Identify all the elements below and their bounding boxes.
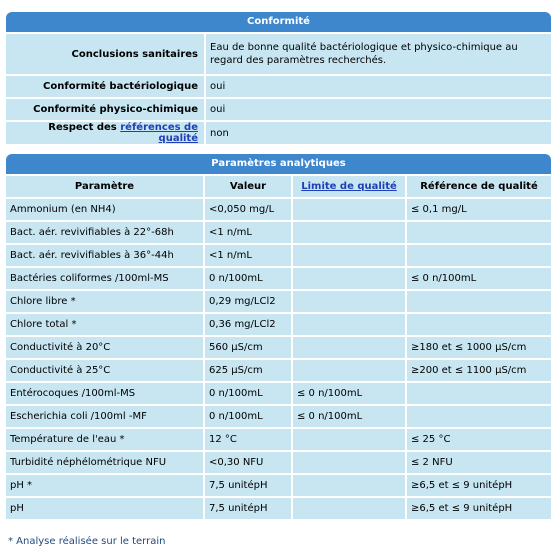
cell-valeur: 0 n/100mL xyxy=(203,383,291,404)
cell-limite xyxy=(291,291,405,312)
parametres-body xyxy=(6,199,551,519)
cell-reference xyxy=(405,406,551,427)
table-row xyxy=(6,383,551,404)
row-label: Conclusions sanitaires xyxy=(6,34,204,74)
references-qualite-link[interactable]: références de qualité xyxy=(120,122,198,144)
cell-reference: ≤ 0 n/100mL xyxy=(405,268,551,289)
cell-valeur: 625 µS/cm xyxy=(203,360,291,381)
cell-valeur: 0,36 mg/LCl2 xyxy=(203,314,291,335)
table-row xyxy=(6,99,551,120)
cell-reference: ≤ 25 °C xyxy=(405,429,551,450)
cell-parametre: Escherichia coli /100ml -MF xyxy=(6,406,203,427)
table-row xyxy=(6,360,551,381)
table-row xyxy=(6,122,551,144)
cell-parametre: Bactéries coliformes /100ml-MS xyxy=(6,268,203,289)
cell-limite xyxy=(291,314,405,335)
row-value: Eau de bonne qualité bactériologique et physico-chimique au regard des paramètres recherchés. xyxy=(204,34,551,74)
table-row xyxy=(6,245,551,266)
cell-reference: ≤ 0,1 mg/L xyxy=(405,199,551,220)
table-row xyxy=(6,76,551,97)
table-row xyxy=(6,475,551,496)
cell-parametre: Conductivité à 20°C xyxy=(6,337,203,358)
row-value: oui xyxy=(204,76,551,97)
table-row xyxy=(6,34,551,74)
cell-valeur: 0,29 mg/LCl2 xyxy=(203,291,291,312)
cell-reference xyxy=(405,245,551,266)
conformite-table xyxy=(6,32,551,146)
cell-valeur: 560 µS/cm xyxy=(203,337,291,358)
cell-valeur: 0 n/100mL xyxy=(203,268,291,289)
table-row xyxy=(6,314,551,335)
cell-parametre: pH * xyxy=(6,475,203,496)
table-row xyxy=(6,498,551,519)
table-row xyxy=(6,268,551,289)
cell-parametre: Température de l'eau * xyxy=(6,429,203,450)
cell-reference: ≥180 et ≤ 1000 µS/cm xyxy=(405,337,551,358)
table-row xyxy=(6,291,551,312)
row-label: Conformité physico-chimique xyxy=(6,99,204,120)
table-header-row xyxy=(6,176,551,197)
cell-limite xyxy=(291,222,405,243)
column-header-limite xyxy=(291,176,405,197)
limite-qualite-link[interactable]: Limite de qualité xyxy=(301,181,397,192)
cell-parametre: pH xyxy=(6,498,203,519)
footnote: * Analyse réalisée sur le terrain xyxy=(8,536,166,547)
cell-limite: ≤ 0 n/100mL xyxy=(291,406,405,427)
cell-limite xyxy=(291,245,405,266)
cell-reference: ≥6,5 et ≤ 9 unitépH xyxy=(405,498,551,519)
cell-parametre: Ammonium (en NH4) xyxy=(6,199,203,220)
cell-reference xyxy=(405,222,551,243)
cell-parametre: Chlore libre * xyxy=(6,291,203,312)
cell-limite xyxy=(291,337,405,358)
cell-valeur: 12 °C xyxy=(203,429,291,450)
parametres-header: Paramètres analytiques xyxy=(6,154,551,174)
cell-parametre: Bact. aér. revivifiables à 22°-68h xyxy=(6,222,203,243)
row-label: Conformité bactériologique xyxy=(6,76,204,97)
parametres-panel xyxy=(6,154,551,521)
cell-limite xyxy=(291,475,405,496)
conformite-panel xyxy=(6,12,551,146)
cell-valeur: 7,5 unitépH xyxy=(203,475,291,496)
column-header-valeur: Valeur xyxy=(203,176,291,197)
cell-parametre: Chlore total * xyxy=(6,314,203,335)
cell-parametre: Bact. aér. revivifiables à 36°-44h xyxy=(6,245,203,266)
cell-limite xyxy=(291,498,405,519)
cell-limite xyxy=(291,452,405,473)
cell-parametre: Entérocoques /100ml-MS xyxy=(6,383,203,404)
table-row xyxy=(6,429,551,450)
table-row xyxy=(6,452,551,473)
table-row xyxy=(6,406,551,427)
cell-reference xyxy=(405,291,551,312)
cell-limite xyxy=(291,429,405,450)
cell-reference: ≥200 et ≤ 1100 µS/cm xyxy=(405,360,551,381)
conformite-header: Conformité xyxy=(6,12,551,32)
cell-valeur: <0,050 mg/L xyxy=(203,199,291,220)
cell-valeur: <1 n/mL xyxy=(203,245,291,266)
cell-limite xyxy=(291,360,405,381)
cell-valeur: <1 n/mL xyxy=(203,222,291,243)
cell-parametre: Turbidité néphélométrique NFU xyxy=(6,452,203,473)
row-value: oui xyxy=(204,99,551,120)
cell-valeur: 7,5 unitépH xyxy=(203,498,291,519)
cell-limite xyxy=(291,268,405,289)
cell-reference: ≥6,5 et ≤ 9 unitépH xyxy=(405,475,551,496)
row-label xyxy=(6,122,204,144)
column-header-parametre: Paramètre xyxy=(6,176,203,197)
cell-limite: ≤ 0 n/100mL xyxy=(291,383,405,404)
table-row xyxy=(6,337,551,358)
cell-valeur: 0 n/100mL xyxy=(203,406,291,427)
cell-reference: ≤ 2 NFU xyxy=(405,452,551,473)
cell-reference xyxy=(405,314,551,335)
table-row xyxy=(6,222,551,243)
row-value: non xyxy=(204,122,551,144)
cell-parametre: Conductivité à 25°C xyxy=(6,360,203,381)
cell-valeur: <0,30 NFU xyxy=(203,452,291,473)
parametres-table xyxy=(6,174,551,521)
column-header-reference: Référence de qualité xyxy=(405,176,551,197)
table-row xyxy=(6,199,551,220)
respect-label: Respect des xyxy=(48,122,117,133)
cell-reference xyxy=(405,383,551,404)
cell-limite xyxy=(291,199,405,220)
